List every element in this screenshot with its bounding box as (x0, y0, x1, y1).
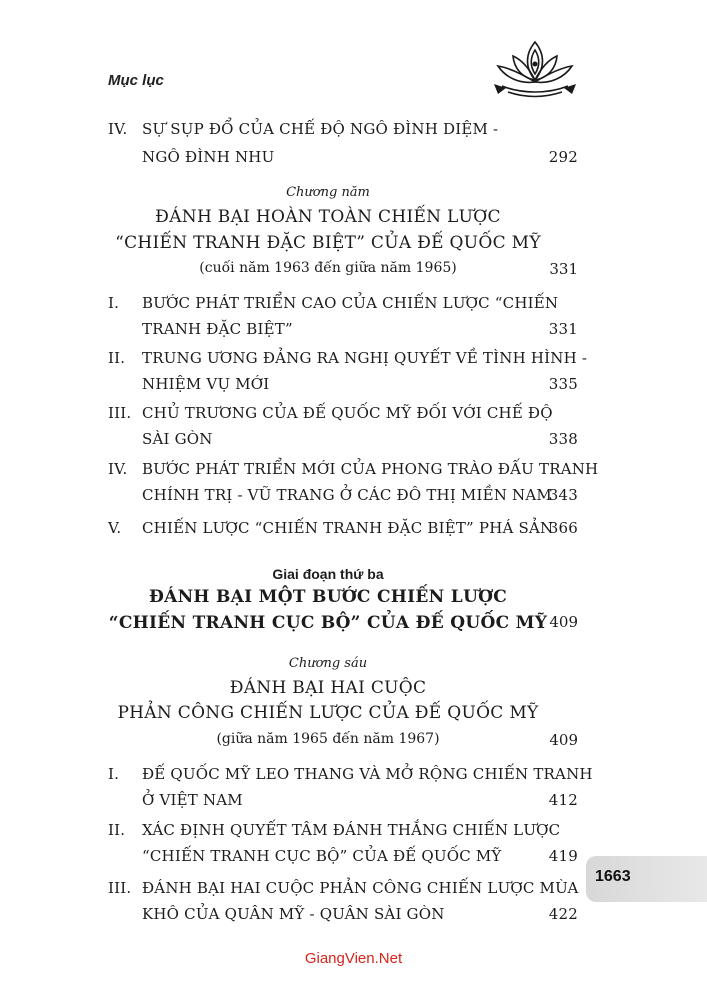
entry-number: II. (108, 821, 126, 839)
entry-title-line: SỰ SỤP ĐỔ CỦA CHẾ ĐỘ NGÔ ĐÌNH DIỆM - (142, 120, 499, 138)
chapter-title-line: PHẢN CÔNG CHIẾN LƯỢC CỦA ĐẾ QUỐC MỸ (117, 703, 539, 723)
watermark-text: GiangVien.Net (304, 950, 403, 967)
lotus-ornament-icon (492, 38, 578, 100)
entry-title-line: BƯỚC PHÁT TRIỂN CAO CỦA CHIẾN LƯỢC “CHIẾN (142, 294, 559, 312)
running-header: Mục lục (108, 72, 164, 89)
chapter-page-number: 409 (549, 731, 578, 749)
entry-title-line: CHIẾN LƯỢC “CHIẾN TRANH ĐẶC BIỆT” PHÁ SẢN (142, 519, 554, 537)
entry-page-number: 292 (548, 148, 578, 166)
entry-page-number: 331 (548, 320, 578, 338)
part-title-line: “CHIẾN TRANH CỤC BỘ” CỦA ĐẾ QUỐC MỸ (108, 613, 548, 633)
entry-title-line: TRANH ĐẶC BIỆT” (142, 320, 293, 338)
entry-number: IV. (108, 460, 128, 478)
entry-title-line: TRUNG ƯƠNG ĐẢNG RA NGHỊ QUYẾT VỀ TÌNH HÌNH - (142, 349, 588, 367)
part-title-line: ĐÁNH BẠI MỘT BƯỚC CHIẾN LƯỢC (148, 587, 508, 607)
entry-page-number: 338 (548, 430, 578, 448)
toc-entry (108, 460, 599, 510)
entry-number: II. (108, 349, 126, 367)
chapter-period: (giữa năm 1965 đến năm 1967) (216, 731, 440, 747)
entry-page-number: 343 (548, 486, 578, 504)
chapter-title-line: ĐÁNH BẠI HAI CUỘC (229, 678, 427, 698)
toc-entry (108, 349, 588, 399)
toc-entry (108, 821, 578, 871)
entry-number: I. (108, 294, 120, 312)
entry-title-line: BƯỚC PHÁT TRIỂN MỚI CỦA PHONG TRÀO ĐẤU TRANH (142, 460, 599, 478)
entry-title-line: “CHIẾN TRANH CỤC BỘ” CỦA ĐẾ QUỐC MỸ (142, 847, 502, 865)
part-label: Giai đoạn thứ ba (272, 566, 384, 582)
entry-page-number: 335 (548, 375, 578, 393)
entry-page-number: 366 (548, 519, 578, 537)
entry-number: III. (108, 404, 132, 422)
toc-entry (108, 404, 578, 454)
toc-entry (108, 294, 578, 344)
entry-title-line: SÀI GÒN (142, 430, 213, 448)
chapter-label: Chương năm (286, 185, 370, 200)
entry-page-number: 419 (548, 847, 578, 865)
entry-title-line: XÁC ĐỊNH QUYẾT TÂM ĐÁNH THẮNG CHIẾN LƯỢC (142, 821, 561, 839)
entry-page-number: 422 (548, 905, 578, 923)
entry-title-line: Ở VIỆT NAM (142, 791, 243, 809)
entry-page-number: 412 (548, 791, 578, 809)
entry-number: III. (108, 879, 132, 897)
entry-title-line: CHÍNH TRỊ - VŨ TRANG Ở CÁC ĐÔ THỊ MIỀN NAM (142, 486, 552, 504)
part-page-number: 409 (549, 613, 578, 631)
entry-number: IV. (108, 120, 128, 138)
toc-entry (108, 120, 578, 170)
entry-title-line: NGÔ ĐÌNH NHU (142, 148, 275, 166)
chapter-title-line: ĐÁNH BẠI HOÀN TOÀN CHIẾN LƯỢC (155, 207, 501, 227)
entry-number: I. (108, 765, 120, 783)
entry-title-line: KHÔ CỦA QUÂN MỸ - QUÂN SÀI GÒN (142, 905, 445, 923)
chapter-label: Chương sáu (288, 656, 368, 671)
entry-title-line: ĐẾ QUỐC MỸ LEO THANG VÀ MỞ RỘNG CHIẾN TRANH (142, 765, 593, 783)
entry-title-line: NHIỆM VỤ MỚI (142, 375, 270, 393)
chapter-period: (cuối năm 1963 đến giữa năm 1965) (199, 260, 457, 276)
toc-entry (108, 765, 593, 815)
chapter-page-number: 331 (549, 260, 578, 278)
entry-title-line: ĐÁNH BẠI HAI CUỘC PHẢN CÔNG CHIẾN LƯỢC MÙA (142, 879, 579, 897)
toc-entry (108, 519, 578, 543)
entry-title-line: CHỦ TRƯƠNG CỦA ĐẾ QUỐC MỸ ĐỐI VỚI CHẾ ĐỘ (142, 404, 553, 422)
entry-number: V. (108, 519, 122, 537)
toc-entry (108, 879, 578, 929)
chapter-title-line: “CHIẾN TRANH ĐẶC BIỆT” CỦA ĐẾ QUỐC MỸ (115, 233, 541, 253)
folio-number: 1663 (595, 868, 631, 885)
